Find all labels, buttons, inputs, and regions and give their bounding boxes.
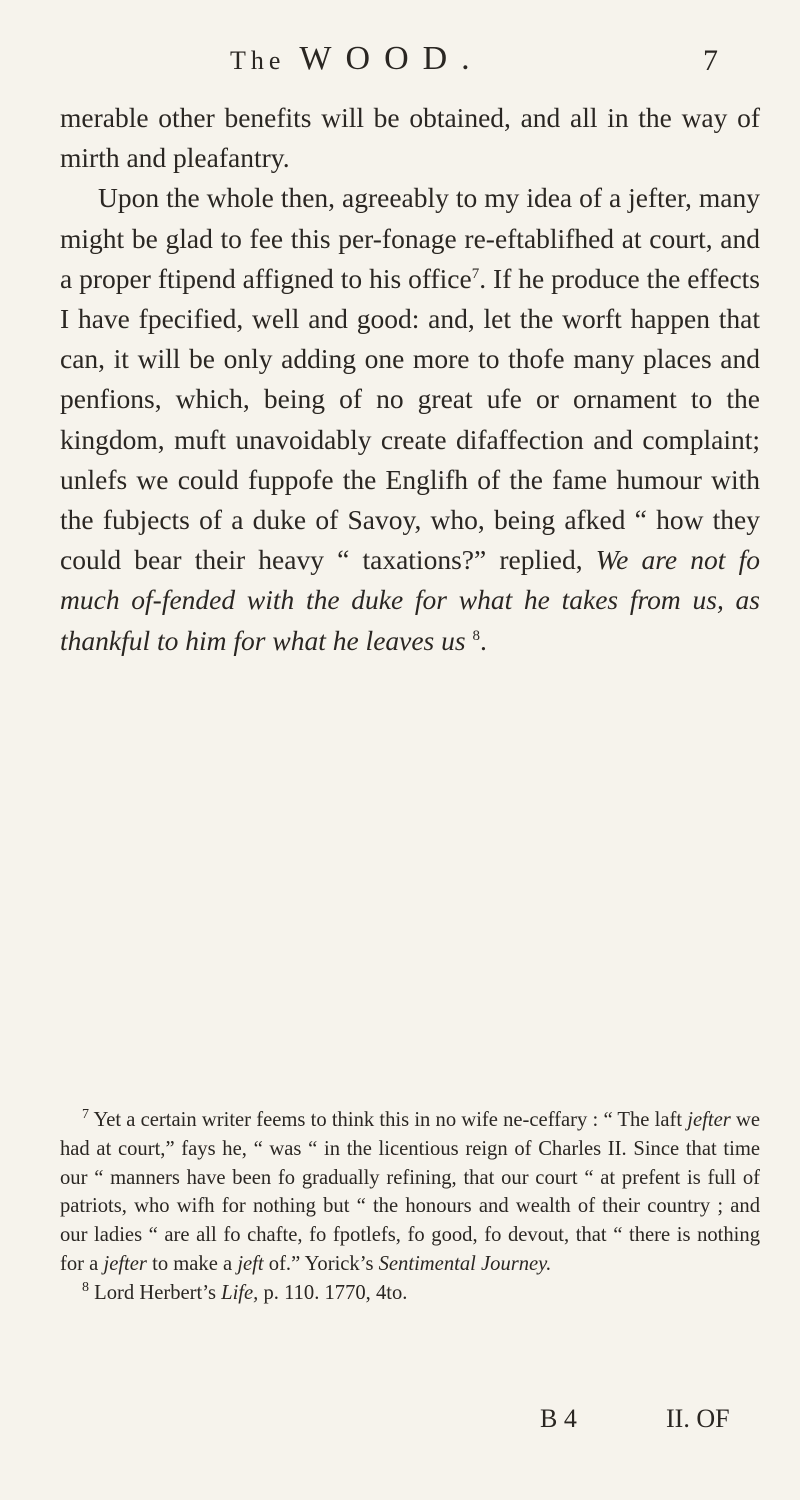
signature-mark: B 4 <box>540 1404 577 1433</box>
running-title-the: The <box>230 46 286 75</box>
paragraph-1: merable other benefits will be obtained, and all in the way of mirth and pleafantry. <box>60 102 760 174</box>
running-title-wood: WOOD. <box>299 40 484 77</box>
paragraph-2-part-b: . If he produce the effects I have fpecified, well and good: and, let the worft happen that can, it will be only adding one more to thofe many places and penfions, which, being of no great ufe or ornament to the kingdom, muft unavoidably create difaffection and complaint; unlefs we could fuppofe the Englifh of the fame humour with the fubjects of a duke of Savoy, who, being afked “ how they could bear their heavy “ taxations?” replied, <box>60 262 760 576</box>
footnote-7-text-b: we had at court,” fays he, “ was “ in the licentious reign of Charles II. Since that time our “ manners have been fo gradually refining, that our court “ at prefent is full of patriots, who wifh for nothing but “ the honours and wealth of their country ; and our ladies “ are all fo chafte, fo fpotlefs, fo good, fo devout, that “ there is nothing for a <box>60 1109 760 1275</box>
paragraph-2 <box>60 178 760 660</box>
paragraph-2-end: . <box>479 624 487 656</box>
footnote-8-life: Life, <box>221 1281 259 1304</box>
footnote-ref-7[interactable]: 7 <box>471 265 480 282</box>
catchword: II. OF <box>666 1404 730 1433</box>
footnote-7-text-a: Yet a certain writer feems to think this in no wife ne-ceffary : “ The laft <box>93 1109 683 1131</box>
paragraph-2-part-a: Upon the whole then, agreeably to my idea of a jefter, many might be glad to fee this per-fonage re-eftablifhed at court, and a proper ftipend affigned to his office <box>60 182 760 294</box>
footnote-7-source: Sentimental Journey. <box>378 1252 552 1275</box>
footnote-7-jest: jeft <box>237 1252 264 1275</box>
running-head <box>230 40 760 84</box>
footnotes <box>60 1106 760 1308</box>
footnote-8-mark: 8 <box>82 1279 89 1295</box>
footnote-7-text-c: to make a <box>152 1252 233 1275</box>
footnote-8-text-b: p. 110. 1770, 4to. <box>263 1281 408 1304</box>
footnote-8 <box>60 1279 760 1308</box>
footnote-7 <box>60 1106 760 1279</box>
footnote-7-jester: jefter <box>687 1109 731 1131</box>
main-text <box>60 98 760 661</box>
running-title <box>230 40 484 78</box>
page-number: 7 <box>703 44 718 77</box>
paragraph-2-italic-quote: We are not fo much of-fended with the duke for what he takes from us, as thankful to him for what he leaves us <box>60 544 760 656</box>
footnote-7-jester-2: jefter <box>103 1252 147 1275</box>
footnote-8-text-a: Lord Herbert’s <box>94 1281 216 1304</box>
footnote-ref-8[interactable]: 8 <box>472 627 480 644</box>
footnote-7-text-d: of.” Yorick’s <box>268 1252 374 1275</box>
footnote-7-mark: 7 <box>82 1107 89 1123</box>
